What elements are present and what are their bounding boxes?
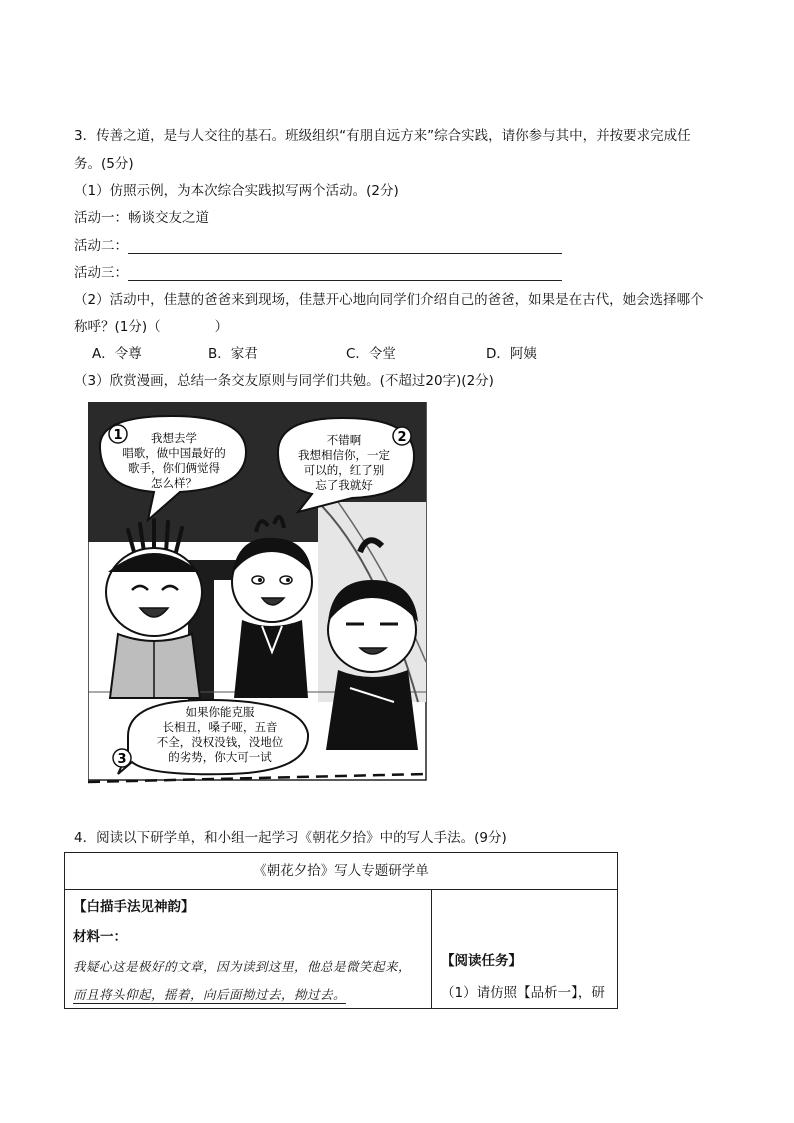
activity2-label: 活动二： [74, 238, 128, 254]
table-right-cell [441, 889, 611, 1001]
table-left-cell [73, 893, 429, 1004]
study-sheet-table [64, 852, 618, 1009]
bubble1-line: 歌手，你们俩觉得 [128, 461, 220, 475]
bubble3-line: 不全，没权没钱，没地位 [156, 735, 284, 749]
bubble2-line: 不错啊 [326, 433, 362, 447]
comic-illustration [88, 402, 428, 784]
bubble3-line: 的劣势，你大可一试 [168, 750, 272, 764]
q3-part2-line1: （2）活动中，佳慧的爸爸来到现场，佳慧开心地向同学们介绍自己的爸爸，如果是在古代，她会选择哪个 [74, 292, 704, 308]
bubble1-line: 我想去学 [151, 431, 197, 445]
activity3-label: 活动三： [74, 265, 128, 281]
section-title: 【白描手法见神韵】 [73, 899, 195, 915]
task-line1: （1）请仿照【品析一】，研 [441, 985, 605, 1001]
bubble2-line: 我想相信你，一定 [298, 448, 390, 462]
option-c[interactable]: C．令堂 [346, 346, 396, 362]
table-title: 《朝花夕拾》写人专题研学单 [65, 853, 617, 890]
option-a[interactable]: A．令尊 [92, 346, 142, 362]
option-d[interactable]: D．阿姨 [486, 346, 537, 362]
bubble1-line: 唱歌，做中国最好的 [122, 446, 226, 460]
bubble2-number: 2 [397, 430, 407, 445]
q3-activity2 [74, 234, 562, 254]
material-label: 材料一： [73, 929, 127, 945]
bubble3-number: 3 [117, 752, 127, 767]
q3-activity3 [74, 261, 562, 281]
bubble3-line: 如果你能克服 [185, 705, 255, 719]
material-text-line1: 我疑心这是极好的文章，因为读到这里，他总是微笑起来， [73, 959, 412, 974]
q3-part2-line2: 称呼？(1分)（ ） [74, 319, 229, 335]
bubble1-line: 怎么样？ [151, 476, 197, 490]
material-text-line2: 而且将头仰起，摇着，向后面拗过去，拗过去。 [73, 987, 347, 1002]
option-b[interactable]: B．家君 [208, 346, 258, 362]
q3-options [92, 342, 552, 360]
speech-bubble-3 [113, 700, 308, 774]
q3-part1: （1）仿照示例，为本次综合实践拟写两个活动。(2分) [74, 183, 399, 199]
bubble1-number: 1 [113, 428, 123, 443]
activity3-answer-blank[interactable] [128, 266, 562, 281]
q4-stem: 4．阅读以下研学单，和小组一起学习《朝花夕拾》中的写人手法。(9分) [74, 830, 507, 846]
q3-activity1: 活动一：畅谈交友之道 [74, 210, 209, 226]
q3-stem-line2: 务。(5分) [74, 156, 134, 172]
bubble2-line: 忘了我就好 [315, 478, 373, 492]
bubble3-line: 长相丑，嗓子哑，五音 [162, 720, 278, 734]
q3-part3: （3）欣赏漫画，总结一条交友原则与同学们共勉。(不超过20字)(2分) [74, 373, 494, 389]
table-divider [431, 889, 432, 1008]
bubble2-line: 可以的，红了别 [303, 463, 385, 477]
activity2-answer-blank[interactable] [128, 239, 562, 254]
task-title: 【阅读任务】 [441, 953, 522, 969]
q3-stem-line1: 3．传善之道，是与人交往的基石。班级组织“有朋自远方来”综合实践，请你参与其中，并按要求完成任 [74, 128, 691, 144]
